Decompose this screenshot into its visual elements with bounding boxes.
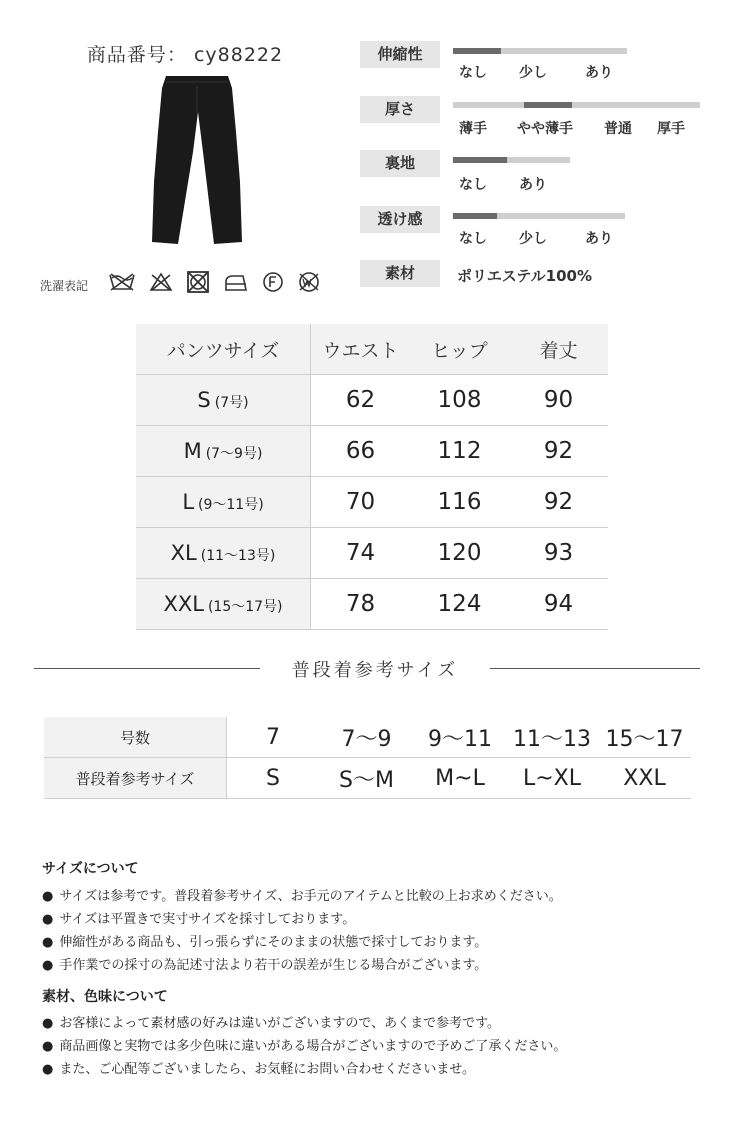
size-name: L [182, 490, 195, 514]
lining-indicator [453, 157, 507, 163]
reference-section-title: 普段着参考サイズ [260, 656, 490, 682]
sheer-bar [453, 213, 625, 219]
sheer-option: 少し [519, 231, 547, 247]
bullet-icon: ● [42, 912, 54, 927]
thickness-option: 薄手 [459, 121, 487, 137]
size-note: (15〜17号) [207, 599, 283, 615]
product-code: 商品番号： cy88222 [86, 44, 284, 66]
lining-option: あり [519, 177, 547, 193]
list-item [42, 1035, 566, 1054]
thickness-option: 厚手 [657, 121, 685, 137]
hip-cell: 112 [410, 426, 509, 477]
size-cell [136, 375, 311, 426]
line-dry-shade-icon [223, 272, 249, 292]
sheer-option: あり [585, 231, 613, 247]
bullet-icon: ● [42, 1039, 54, 1054]
stretch-indicator [453, 48, 501, 54]
table-row [136, 528, 608, 579]
size-name: XL [170, 541, 197, 565]
ref-cell: 7 [227, 717, 320, 758]
reference-size-table [44, 717, 691, 799]
length-cell: 92 [509, 477, 608, 528]
no-wash-icon [108, 271, 136, 293]
row-label: 号数 [44, 717, 227, 758]
table-row [136, 579, 608, 630]
table-row [136, 375, 608, 426]
length-cell: 92 [509, 426, 608, 477]
waist-cell: 74 [311, 528, 411, 579]
bullet-icon: ● [42, 1016, 54, 1031]
list-item [42, 954, 487, 973]
stretch-bar [453, 48, 627, 54]
lining-label: 裏地 [360, 150, 440, 177]
list-item [42, 1012, 500, 1031]
note-text: サイズは平置きで実寸サイズを採寸しております。 [59, 912, 356, 927]
ref-cell: 7〜9 [319, 717, 414, 758]
bullet-icon: ● [42, 889, 54, 904]
length-cell: 94 [509, 579, 608, 630]
size-name: M [183, 439, 202, 463]
ref-cell: XXL [598, 758, 691, 799]
length-cell: 90 [509, 375, 608, 426]
no-bleach-icon [149, 271, 173, 293]
thickness-option: やや薄手 [517, 121, 573, 137]
thickness-label: 厚さ [360, 96, 440, 123]
hip-cell: 116 [410, 477, 509, 528]
stretch-option: あり [585, 65, 613, 81]
material-label: 素材 [360, 260, 440, 287]
washing-icons [108, 270, 321, 294]
row-label: 普段着参考サイズ [44, 758, 227, 799]
note-text: また、ご心配等ございましたら、お気軽にお問い合わせくださいませ。 [59, 1062, 475, 1077]
material-notes-heading: 素材、色味について [42, 989, 168, 1005]
bullet-icon: ● [42, 958, 54, 973]
ref-cell: 15〜17 [598, 717, 691, 758]
size-note: (7号) [214, 395, 249, 411]
note-text: 商品画像と実物では多少色味に違いがある場合がございますので予めご了承ください。 [59, 1039, 567, 1054]
sheer-indicator [453, 213, 497, 219]
stretch-option: なし [459, 65, 487, 81]
sheer-option: なし [459, 231, 487, 247]
waist-cell: 78 [311, 579, 411, 630]
note-text: サイズは参考です。普段着参考サイズ、お手元のアイテムと比較の上お求めください。 [59, 889, 562, 904]
ref-cell: S [227, 758, 320, 799]
header-pants-size: パンツサイズ [136, 324, 311, 375]
size-cell [136, 528, 311, 579]
table-row [136, 477, 608, 528]
ref-cell: L~XL [506, 758, 598, 799]
note-text: お客様によって素材感の好みは違いがございますので、あくまで参考です。 [59, 1016, 501, 1031]
thickness-option: 普通 [604, 121, 632, 137]
washing-label: 洗濯表記 [40, 279, 89, 293]
ref-cell: S〜M [319, 758, 414, 799]
size-notes-heading: サイズについて [42, 861, 139, 877]
sheer-label: 透け感 [360, 206, 440, 233]
size-table [136, 324, 608, 630]
stretch-option: 少し [519, 65, 547, 81]
lining-bar [453, 157, 570, 163]
lining-option: なし [459, 177, 487, 193]
hip-cell: 108 [410, 375, 509, 426]
size-cell [136, 579, 311, 630]
hip-cell: 120 [410, 528, 509, 579]
no-tumble-dry-icon [186, 270, 210, 294]
header-waist: ウエスト [311, 324, 411, 375]
ref-cell: M~L [414, 758, 506, 799]
waist-cell: 62 [311, 375, 411, 426]
size-note: (9〜11号) [198, 497, 264, 513]
hip-cell: 124 [410, 579, 509, 630]
bullet-icon: ● [42, 1062, 54, 1077]
thickness-bar [453, 102, 700, 108]
header-length: 着丈 [509, 324, 608, 375]
stretch-label: 伸縮性 [360, 41, 440, 68]
note-text: 手作業での採寸の為記述寸法より若干の誤差が生じる場合がございます。 [59, 958, 488, 973]
material-value: ポリエステル100% [457, 267, 592, 285]
size-cell [136, 477, 311, 528]
waist-cell: 66 [311, 426, 411, 477]
size-note: (11〜13号) [200, 548, 276, 564]
list-item [42, 885, 562, 904]
ref-cell: 9〜11 [414, 717, 506, 758]
size-name: XXL [163, 592, 204, 616]
list-item [42, 908, 355, 927]
divider-left [34, 668, 274, 669]
bullet-icon: ● [42, 935, 54, 950]
waist-cell: 70 [311, 477, 411, 528]
divider-right [477, 668, 700, 669]
length-cell: 93 [509, 528, 608, 579]
table-row [44, 758, 691, 799]
size-name: S [197, 388, 211, 412]
table-row [44, 717, 691, 758]
header-hip: ヒップ [410, 324, 509, 375]
size-cell [136, 426, 311, 477]
no-wet-clean-icon [297, 271, 321, 293]
size-table-header [136, 324, 608, 375]
product-image-pants [148, 72, 243, 248]
ref-cell: 11〜13 [506, 717, 598, 758]
size-note: (7〜9号) [205, 446, 263, 462]
list-item [42, 1058, 475, 1077]
dry-clean-f-icon [262, 271, 284, 293]
table-row [136, 426, 608, 477]
note-text: 伸縮性がある商品も、引っ張らずにそのままの状態で採寸しております。 [59, 935, 488, 950]
thickness-indicator [524, 102, 572, 108]
list-item [42, 931, 487, 950]
